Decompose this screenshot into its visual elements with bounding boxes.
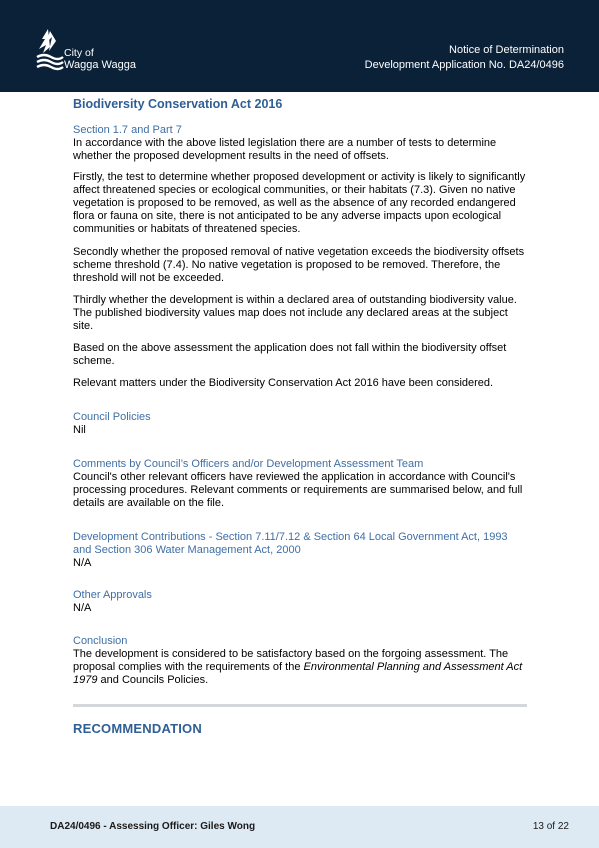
section-part-block <box>73 124 533 163</box>
contributions-block <box>73 531 533 570</box>
paragraph: In accordance with the above listed legislation there are a number of tests to determine whether the proposed development results in the need of offsets. <box>73 137 497 162</box>
page-header <box>0 0 599 92</box>
paragraph <box>73 648 528 687</box>
paragraph: N/A <box>73 557 92 569</box>
page-number: 13 of 22 <box>532 821 569 832</box>
logo-line2: Wagga Wagga <box>64 59 136 71</box>
paragraph-block <box>73 377 533 390</box>
act-name: Environmental Planning and Assessment Act 1979 <box>73 661 523 686</box>
section-heading: Development Contributions - Section 7.11/7.12 & Section 64 Local Government Act, 1993 <box>73 531 508 543</box>
paragraph-block <box>73 171 533 236</box>
paragraph: Firstly, the test to determine whether proposed development or activity is likely to significantly affect threatened species or ecological communities, or their habitats (7.3). Given no native vegetation is proposed to be removed, as well as the absence of any recorded endangered flora or fauna on site, there is not anticipated to be any adverse impacts upon ecological communities or habitats of threatened species. <box>73 171 526 235</box>
paragraph: Secondly whether the proposed removal of native vegetation exceeds the biodiversity offsets scheme threshold (7.4). No native vegetation is proposed to be removed. Therefore, the threshold will not be exceeded. <box>73 246 525 284</box>
paragraph: Relevant matters under the Biodiversity Conservation Act 2016 have been considered. <box>73 377 494 389</box>
paragraph: Thirdly whether the development is within a declared area of outstanding biodiversity value. The published biodiversity values map does not include any declared areas at the subject site. <box>73 294 517 332</box>
section-heading: Comments by Council’s Officers and/or Development Assessment Team <box>73 458 424 470</box>
council-logo <box>36 27 146 77</box>
other-approvals-block <box>73 589 533 615</box>
paragraph-block <box>73 246 533 285</box>
section-heading: Conclusion <box>73 635 128 647</box>
logo-line1: City of <box>64 47 94 59</box>
section-heading: Section 1.7 and Part 7 <box>73 124 182 136</box>
section-heading: Council Policies <box>73 411 151 423</box>
section-divider <box>73 704 527 707</box>
conclusion-text: The development is considered to be satisfactory based on the forgoing assessment. The proposal complies with the requirements of the <box>73 648 509 673</box>
section-heading: Other Approvals <box>73 589 152 601</box>
council-policies-block <box>73 411 533 437</box>
paragraph: Council's other relevant officers have reviewed the application in accordance with Council's processing procedures. Relevant comments or requirements are summarised below, and full details are available on the file. <box>73 471 523 509</box>
comments-block <box>73 458 533 510</box>
footer-officer: DA24/0496 - Assessing Officer: Giles Wong <box>50 821 256 832</box>
paragraph: Nil <box>73 424 86 436</box>
paragraph: Based on the above assessment the application does not fall within the biodiversity offset scheme. <box>73 342 507 367</box>
paragraph: N/A <box>73 602 92 614</box>
page-footer <box>0 806 599 848</box>
wave-logo-icon <box>36 27 66 73</box>
conclusion-block <box>73 635 533 687</box>
conclusion-text-end: and Councils Policies. <box>97 674 209 686</box>
paragraph-block <box>73 342 533 368</box>
section-heading-cont: and Section 306 Water Management Act, 2000 <box>73 544 301 556</box>
recommendation-heading: RECOMMENDATION <box>73 721 202 736</box>
page-title: Biodiversity Conservation Act 2016 <box>73 97 283 111</box>
paragraph-block <box>73 294 533 333</box>
application-number: Development Application No. DA24/0496 <box>364 58 564 71</box>
notice-title: Notice of Determination <box>449 44 564 56</box>
